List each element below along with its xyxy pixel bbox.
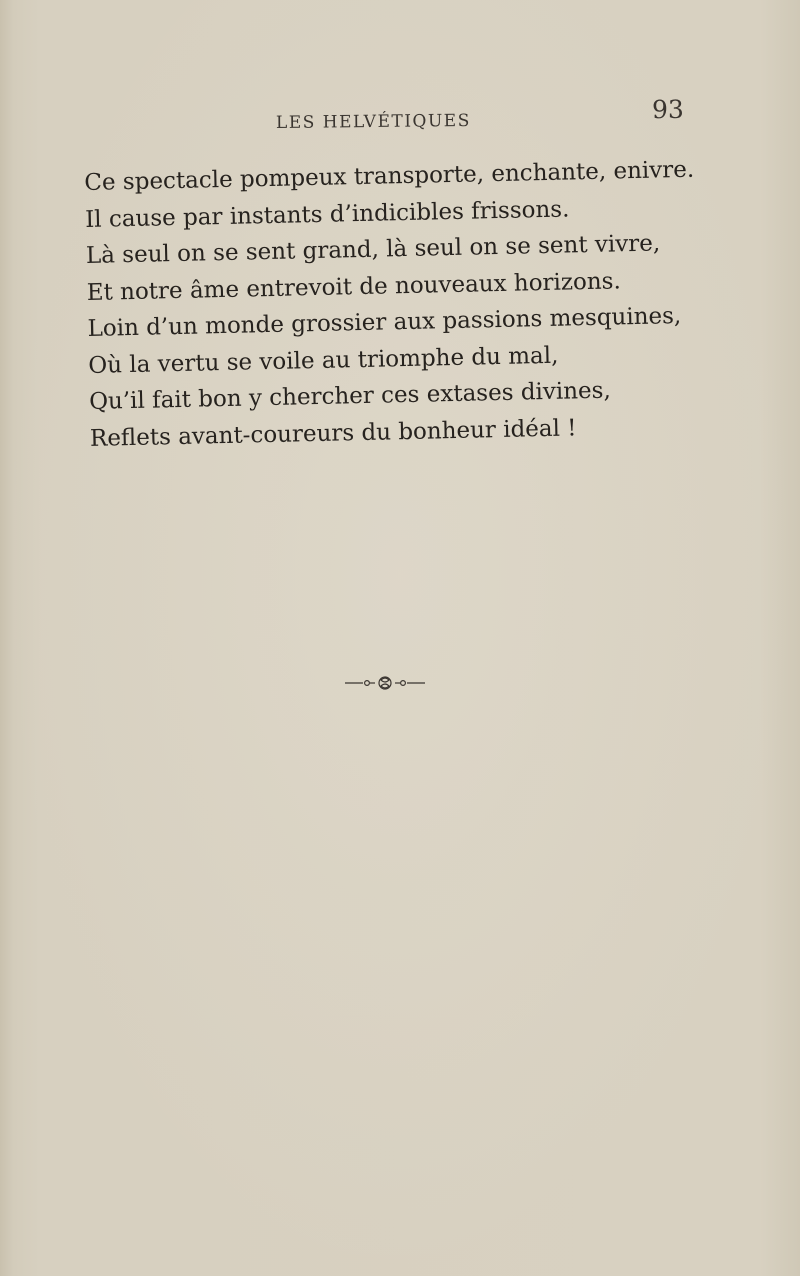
poem-line: Et notre âme entrevoit de nouveaux horizons. <box>86 267 622 306</box>
fleuron-divider-icon <box>343 670 427 696</box>
page-number: 93 <box>651 94 684 125</box>
poem-line: Ce spectacle pompeux transporte, enchante, enivre. <box>84 156 695 196</box>
poem-line: Reflets avant-coureurs du bonheur idéal ! <box>89 414 577 452</box>
poem-line: Là seul on se sent grand, là seul on se sent vivre, <box>85 230 661 269</box>
poem-line: Où la vertu se voile au triomphe du mal, <box>88 342 559 379</box>
running-title: LES HELVÉTIQUES <box>275 110 471 133</box>
poem-line: Il cause par instants d’indicibles frissons. <box>84 195 570 233</box>
poem-line: Loin d’un monde grossier aux passions mesquines, <box>87 303 682 342</box>
poem-stanza <box>84 151 750 457</box>
poem-line: Qu’il fait bon y chercher ces extases divines, <box>88 377 612 415</box>
